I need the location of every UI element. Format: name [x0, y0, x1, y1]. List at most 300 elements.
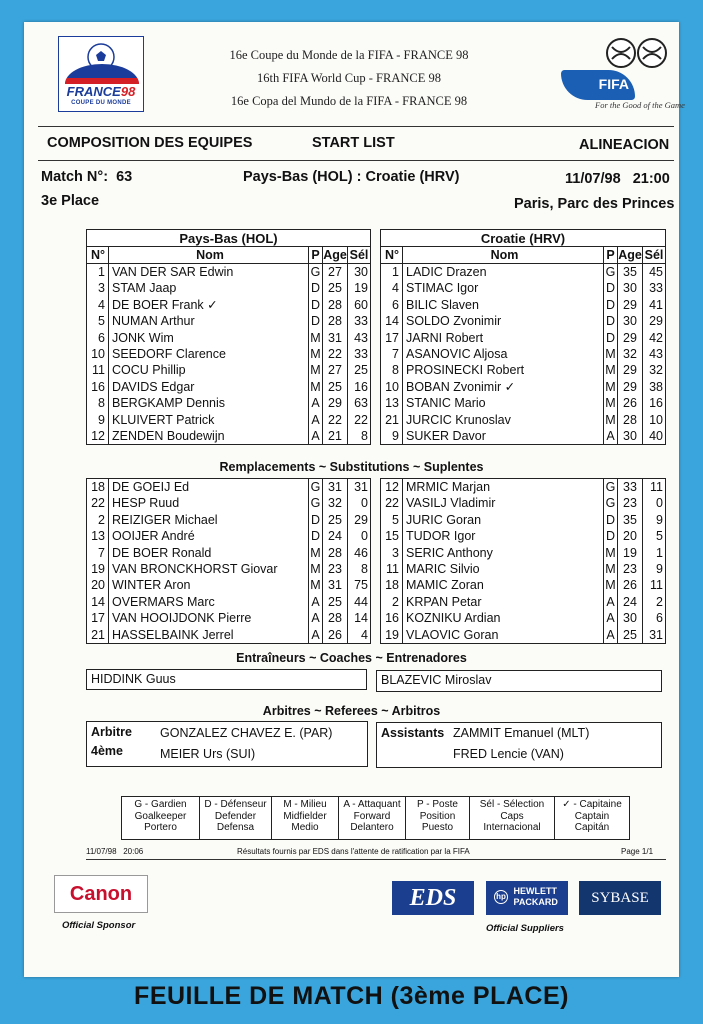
player-name: BILIC Slaven	[403, 297, 604, 313]
legend-item: A - Attaquant Forward Delantero	[339, 797, 406, 839]
player-name: JARNI Robert	[403, 330, 604, 346]
home-team-table	[86, 229, 371, 445]
logo-subtitle: COUPE DU MONDE	[71, 100, 131, 106]
home-team-name: Pays-Bas (HOL)	[87, 230, 370, 247]
player-number: 6	[381, 297, 403, 313]
player-age: 33	[618, 479, 643, 495]
player-row	[87, 330, 370, 346]
player-age: 29	[618, 362, 643, 378]
player-caps: 40	[649, 428, 663, 443]
footer-page: Page 1/1	[621, 847, 654, 856]
player-number: 18	[381, 577, 403, 593]
player-number: 6	[87, 330, 109, 346]
player-number: 20	[87, 577, 109, 593]
player-row	[87, 264, 370, 280]
player-caps: 0	[361, 529, 368, 544]
player-position: D	[604, 297, 618, 313]
player-number: 16	[87, 379, 109, 395]
player-number: 22	[87, 495, 109, 511]
player-name: DE BOER Frank ✓	[109, 297, 309, 313]
player-number: 17	[87, 610, 109, 626]
france98-sun-mark	[65, 64, 139, 84]
player-row	[87, 379, 370, 395]
player-row	[87, 313, 370, 329]
player-caps: 9	[656, 561, 663, 576]
fourth-official-name: MEIER Urs (SUI)	[160, 747, 256, 761]
player-row	[381, 264, 665, 280]
player-age: 28	[323, 297, 348, 313]
player-caps: 14	[354, 611, 368, 626]
france98-logo	[58, 36, 144, 112]
player-row	[87, 545, 370, 561]
player-age: 22	[323, 346, 348, 362]
section-coaches: Entraîneurs ~ Coaches ~ Entrenadores	[236, 651, 467, 665]
player-name: VLAOVIC Goran	[403, 627, 604, 643]
player-number: 5	[381, 512, 403, 528]
legend-item: Sél - Sélection Caps Internacional	[470, 797, 555, 839]
player-caps: 46	[354, 545, 368, 560]
away-team-table	[380, 229, 666, 445]
player-caps: 33	[354, 314, 368, 329]
player-age: 30	[618, 610, 643, 626]
home-coach: HIDDINK Guus	[86, 669, 367, 690]
player-caps: 19	[354, 281, 368, 296]
player-position: D	[604, 512, 618, 528]
legend-item: D - Défenseur Defender Defensa	[200, 797, 272, 839]
away-starters	[381, 264, 665, 444]
player-name: SOLDO Zvonimir	[403, 313, 604, 329]
col-p: P	[604, 247, 618, 263]
player-name: DAVIDS Edgar	[109, 379, 309, 395]
player-age: 30	[618, 428, 643, 444]
player-position: G	[309, 264, 323, 280]
player-age: 28	[323, 610, 348, 626]
player-position: A	[309, 627, 323, 643]
player-position: G	[309, 479, 323, 495]
player-row	[381, 495, 665, 511]
player-name: REIZIGER Michael	[109, 512, 309, 528]
player-number: 22	[381, 495, 403, 511]
player-age: 28	[323, 545, 348, 561]
player-row	[381, 362, 665, 378]
player-number: 1	[87, 264, 109, 280]
player-name: MRMIC Marjan	[403, 479, 604, 495]
player-number: 14	[87, 594, 109, 610]
fifa-tagline: For the Good of the Game	[595, 100, 685, 110]
player-position: A	[309, 412, 323, 428]
player-name: SEEDORF Clarence	[109, 346, 309, 362]
player-caps: 44	[354, 594, 368, 609]
footer-note: Résultats fournis par EDS dans l'attente de ratification par la FIFA	[237, 847, 470, 856]
player-age: 29	[618, 330, 643, 346]
player-name: DE BOER Ronald	[109, 545, 309, 561]
player-name: DE GOEIJ Ed	[109, 479, 309, 495]
tournament-titles	[199, 44, 499, 113]
player-caps: 45	[649, 265, 663, 279]
player-position: M	[309, 561, 323, 577]
player-position: M	[604, 379, 618, 395]
player-row	[381, 512, 665, 528]
legend-item: ✓ - Capitaine Captain Capitán	[562, 799, 622, 833]
home-starters	[87, 264, 370, 444]
player-position: M	[604, 561, 618, 577]
player-caps: 43	[354, 330, 368, 345]
player-age: 27	[323, 264, 348, 280]
player-age: 29	[618, 297, 643, 313]
player-name: STAM Jaap	[109, 280, 309, 296]
player-age: 23	[323, 561, 348, 577]
player-position: G	[309, 495, 323, 511]
player-name: PROSINECKI Robert	[403, 362, 604, 378]
player-caps: 38	[649, 379, 663, 394]
player-number: 21	[381, 412, 403, 428]
player-row	[87, 297, 370, 313]
away-subs	[381, 479, 665, 643]
player-row	[381, 412, 665, 428]
position-legend	[121, 796, 630, 840]
player-age: 32	[618, 346, 643, 362]
player-row	[381, 428, 665, 444]
player-number: 8	[87, 395, 109, 411]
player-age: 28	[618, 412, 643, 428]
player-number: 17	[381, 330, 403, 346]
player-position: M	[604, 395, 618, 411]
player-number: 5	[87, 313, 109, 329]
player-caps: 29	[354, 512, 368, 527]
player-number: 2	[381, 594, 403, 610]
fourth-official-label: 4ème	[91, 744, 123, 758]
player-number: 7	[381, 346, 403, 362]
col-n: N°	[87, 247, 109, 263]
away-team-name: Croatie (HRV)	[381, 230, 665, 247]
home-column-headers	[87, 247, 370, 264]
player-row	[87, 362, 370, 378]
player-number: 11	[381, 561, 403, 577]
referee-box	[86, 721, 368, 767]
player-position: M	[309, 577, 323, 593]
title-fr: 16e Coupe du Monde de la FIFA - FRANCE 98	[229, 48, 469, 62]
player-age: 26	[618, 395, 643, 411]
col-n: N°	[381, 247, 403, 263]
player-name: OVERMARS Marc	[109, 594, 309, 610]
player-row	[381, 479, 665, 495]
player-position: M	[309, 545, 323, 561]
player-position: D	[604, 313, 618, 329]
player-row	[381, 379, 665, 395]
col-nom: Nom	[403, 247, 604, 263]
player-row	[87, 280, 370, 296]
player-row	[381, 280, 665, 296]
player-age: 30	[618, 313, 643, 329]
player-position: M	[604, 545, 618, 561]
player-age: 31	[323, 479, 348, 495]
fifa-wave-mark: FIFA	[561, 70, 635, 100]
player-name: NUMAN Arthur	[109, 313, 309, 329]
player-position: D	[309, 512, 323, 528]
player-age: 28	[323, 313, 348, 329]
canon-logo: Canon	[54, 875, 148, 913]
player-row	[87, 610, 370, 626]
player-number: 19	[87, 561, 109, 577]
player-caps: 32	[649, 363, 663, 378]
player-name: JURCIC Krunoslav	[403, 412, 604, 428]
divider	[38, 126, 674, 127]
player-age: 21	[323, 428, 348, 444]
referee-label: Arbitre	[91, 725, 132, 739]
player-row	[381, 528, 665, 544]
home-subs	[87, 479, 370, 643]
player-age: 26	[323, 627, 348, 643]
player-row	[381, 561, 665, 577]
player-caps: 22	[354, 412, 368, 427]
player-name: COCU Phillip	[109, 362, 309, 378]
player-age: 23	[618, 561, 643, 577]
player-row	[87, 479, 370, 495]
player-number: 14	[381, 313, 403, 329]
player-row	[87, 395, 370, 411]
player-age: 35	[618, 512, 643, 528]
player-row	[87, 495, 370, 511]
player-age: 32	[323, 495, 348, 511]
player-age: 20	[618, 528, 643, 544]
player-caps: 6	[656, 611, 663, 626]
player-age: 29	[618, 379, 643, 395]
col-age: Age	[618, 248, 642, 262]
player-number: 10	[381, 379, 403, 395]
section-referees: Arbitres ~ Referees ~ Arbitros	[262, 704, 441, 718]
player-position: M	[604, 362, 618, 378]
player-name: MAMIC Zoran	[403, 577, 604, 593]
player-row	[87, 594, 370, 610]
home-subs-table	[86, 478, 371, 644]
player-caps: 16	[354, 379, 368, 394]
player-position: D	[309, 297, 323, 313]
page-banner: FEUILLE DE MATCH (3ème PLACE)	[134, 982, 569, 1010]
player-age: 25	[323, 594, 348, 610]
section-substitutes: Remplacements ~ Substitutions ~ Suplentes	[219, 460, 484, 474]
player-caps: 31	[354, 480, 368, 494]
player-row	[87, 528, 370, 544]
player-row	[87, 627, 370, 643]
legend-item: G - Gardien Goalkeeper Portero	[122, 797, 200, 839]
player-position: G	[604, 264, 618, 280]
player-caps: 9	[656, 512, 663, 527]
player-name: JURIC Goran	[403, 512, 604, 528]
player-age: 24	[618, 594, 643, 610]
player-caps: 29	[649, 314, 663, 329]
player-row	[381, 545, 665, 561]
player-row	[381, 346, 665, 362]
player-number: 2	[87, 512, 109, 528]
divider	[38, 160, 674, 161]
player-name: SUKER Davor	[403, 428, 604, 444]
player-position: M	[604, 346, 618, 362]
col-nom: Nom	[109, 247, 309, 263]
player-age: 25	[323, 280, 348, 296]
player-name: BERGKAMP Dennis	[109, 395, 309, 411]
away-subs-table	[380, 478, 666, 644]
player-position: M	[309, 330, 323, 346]
player-row	[87, 412, 370, 428]
player-position: A	[604, 594, 618, 610]
player-row	[381, 330, 665, 346]
player-number: 3	[87, 280, 109, 296]
eds-logo: EDS	[392, 881, 474, 915]
heading-composition: COMPOSITION DES EQUIPES	[47, 135, 253, 151]
col-sel: Sél	[644, 248, 664, 262]
player-position: A	[309, 610, 323, 626]
col-p: P	[309, 247, 323, 263]
assistants-box	[376, 722, 662, 768]
player-row	[381, 577, 665, 593]
player-row	[381, 610, 665, 626]
player-name: HASSELBAINK Jerrel	[109, 627, 309, 643]
player-position: A	[309, 428, 323, 444]
player-age: 19	[618, 545, 643, 561]
player-age: 35	[618, 264, 643, 280]
col-age: Age	[323, 248, 347, 262]
player-caps: 43	[649, 346, 663, 361]
player-caps: 1	[656, 545, 663, 560]
player-number: 7	[87, 545, 109, 561]
player-caps: 8	[361, 561, 368, 576]
assistant-1: ZAMMIT Emanuel (MLT)	[453, 726, 590, 740]
player-number: 4	[87, 297, 109, 313]
hewlett-packard-logo: hp HEWLETT PACKARD	[486, 881, 568, 915]
match-round: 3e Place	[41, 193, 100, 209]
player-number: 18	[87, 479, 109, 495]
player-caps: 60	[354, 297, 368, 312]
legend-item: M - Milieu Midfielder Medio	[272, 797, 339, 839]
player-position: D	[604, 330, 618, 346]
player-caps: 30	[354, 265, 368, 279]
player-age: 26	[618, 577, 643, 593]
player-caps: 0	[656, 496, 663, 511]
player-name: STANIC Mario	[403, 395, 604, 411]
player-caps: 8	[361, 428, 368, 443]
player-position: G	[604, 479, 618, 495]
player-age: 23	[618, 495, 643, 511]
player-caps: 16	[649, 396, 663, 411]
away-column-headers	[381, 247, 665, 264]
player-caps: 41	[649, 297, 663, 312]
match-date-time: 11/07/98 21:00	[565, 171, 670, 187]
player-name: STIMAC Igor	[403, 280, 604, 296]
heading-alineacion: ALINEACION	[579, 137, 670, 153]
player-row	[87, 512, 370, 528]
player-name: VAN BRONCKHORST Giovar	[109, 561, 309, 577]
player-row	[87, 346, 370, 362]
player-position: A	[604, 428, 618, 444]
player-caps: 33	[649, 281, 663, 296]
player-caps: 75	[354, 578, 368, 593]
assistant-2: FRED Lencie (VAN)	[453, 747, 564, 761]
player-row	[381, 395, 665, 411]
player-name: HESP Ruud	[109, 495, 309, 511]
player-name: BOBAN Zvonimir ✓	[403, 379, 604, 395]
player-name: SERIC Anthony	[403, 545, 604, 561]
globe-icon	[604, 37, 670, 69]
official-sponsor-label: Official Sponsor	[62, 920, 136, 931]
player-number: 15	[381, 528, 403, 544]
player-name: KRPAN Petar	[403, 594, 604, 610]
player-number: 16	[381, 610, 403, 626]
player-number: 10	[87, 346, 109, 362]
player-position: M	[604, 577, 618, 593]
player-number: 13	[87, 528, 109, 544]
player-age: 25	[323, 379, 348, 395]
legend-item: P - Poste Position Puesto	[406, 797, 470, 839]
player-caps: 11	[650, 480, 663, 494]
player-position: M	[309, 346, 323, 362]
player-caps: 5	[656, 529, 663, 544]
player-position: A	[604, 627, 618, 643]
player-position: M	[309, 379, 323, 395]
player-number: 9	[87, 412, 109, 428]
player-row	[87, 577, 370, 593]
player-name: LADIC Drazen	[403, 264, 604, 280]
player-position: D	[309, 280, 323, 296]
player-name: TUDOR Igor	[403, 528, 604, 544]
fifa-logo	[559, 34, 685, 116]
player-caps: 63	[354, 396, 368, 411]
match-teams: Pays-Bas (HOL) : Croatie (HRV)	[243, 169, 460, 185]
player-position: A	[604, 610, 618, 626]
hp-icon: hp	[494, 890, 508, 904]
player-number: 12	[381, 479, 403, 495]
player-number: 4	[381, 280, 403, 296]
player-age: 25	[618, 627, 643, 643]
player-name: MARIC Silvio	[403, 561, 604, 577]
player-position: M	[604, 412, 618, 428]
player-position: G	[604, 495, 618, 511]
player-caps: 0	[361, 496, 368, 511]
player-row	[87, 561, 370, 577]
player-position: M	[309, 362, 323, 378]
player-row	[381, 627, 665, 643]
player-name: WINTER Aron	[109, 577, 309, 593]
player-position: D	[604, 528, 618, 544]
player-age: 24	[323, 528, 348, 544]
player-number: 1	[381, 264, 403, 280]
player-age: 22	[323, 412, 348, 428]
player-number: 21	[87, 627, 109, 643]
player-name: KLUIVERT Patrick	[109, 412, 309, 428]
title-es: 16e Copa del Mundo de la FIFA - FRANCE 98	[230, 94, 468, 108]
player-position: D	[604, 280, 618, 296]
title-en: 16th FIFA World Cup - FRANCE 98	[257, 71, 441, 85]
player-row	[381, 594, 665, 610]
player-name: OOIJER André	[109, 528, 309, 544]
player-row	[87, 428, 370, 444]
player-caps: 10	[649, 412, 663, 427]
player-number: 13	[381, 395, 403, 411]
player-age: 27	[323, 362, 348, 378]
away-coach: BLAZEVIC Miroslav	[376, 670, 662, 692]
col-sel: Sél	[349, 248, 369, 262]
player-name: ZENDEN Boudewijn	[109, 428, 309, 444]
player-number: 11	[87, 362, 109, 378]
player-name: VAN DER SAR Edwin	[109, 264, 309, 280]
assistants-label: Assistants	[381, 726, 445, 740]
player-name: VAN HOOIJDONK Pierre	[109, 610, 309, 626]
player-caps: 4	[361, 627, 368, 642]
footer-timestamp: 11/07/98 20:06	[86, 847, 144, 856]
player-number: 3	[381, 545, 403, 561]
player-age: 31	[323, 330, 348, 346]
player-number: 12	[87, 428, 109, 444]
player-position: D	[309, 313, 323, 329]
